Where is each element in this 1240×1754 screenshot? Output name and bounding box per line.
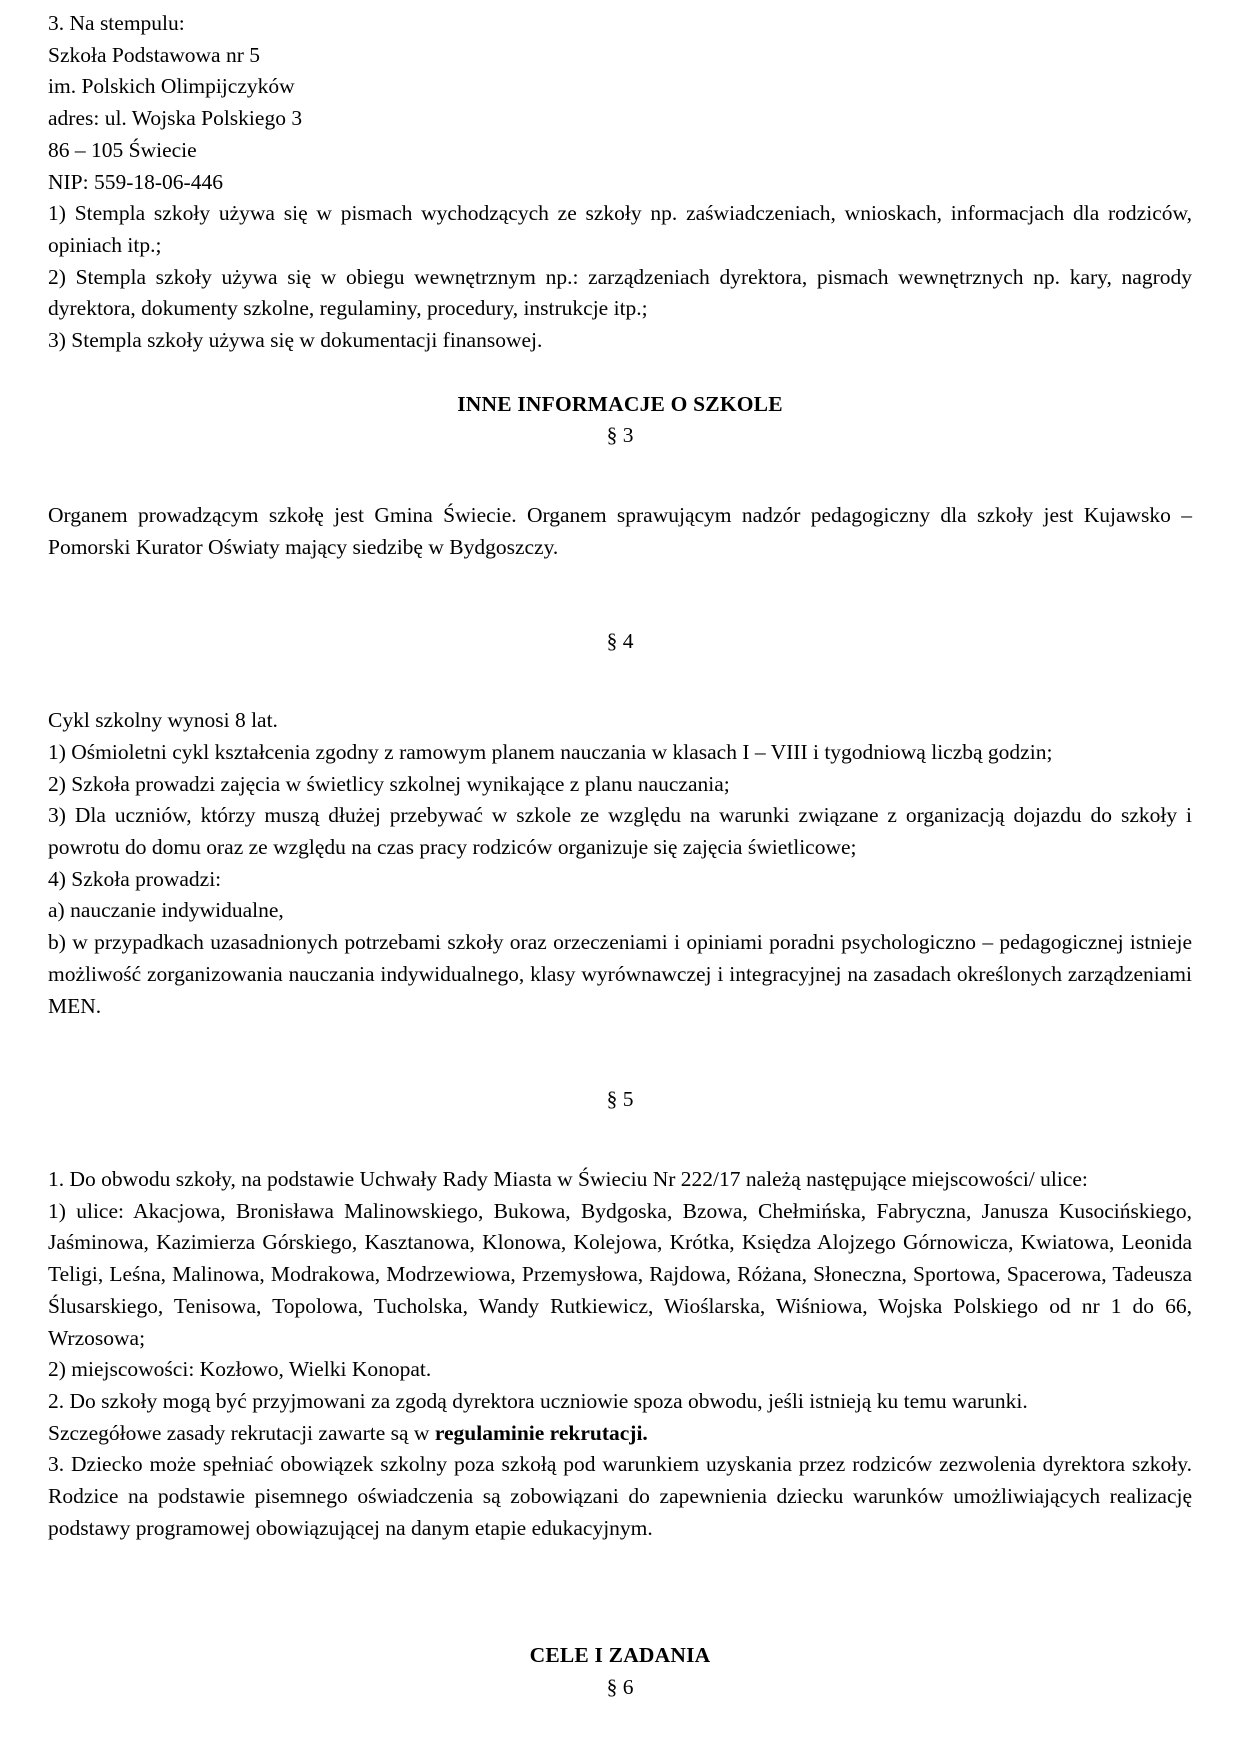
section-mark-4: § 4 — [606, 628, 634, 653]
paragraph-4-item-3: 3) Dla uczniów, którzy muszą dłużej przebywać w szkole ze względu na warunki związane z organizacją dojazdu do szkoły i powrotu do domu oraz ze względu na czas pracy rodziców organizuje się zajęcia świetlicowe; — [48, 803, 1192, 860]
section-mark-3: § 3 — [606, 423, 634, 448]
stamp-line-school-name: Szkoła Podstawowa nr 5 — [48, 42, 260, 67]
stamp-item-number: 3. Na stempulu: — [48, 11, 185, 35]
stamp-usage-item-3: 3) Stempla szkoły używa się w dokumentacji finansowej. — [48, 328, 543, 353]
heading-inne-informacje: INNE INFORMACJE O SZKOLE — [457, 391, 783, 416]
paragraph-4-item-a: a) nauczanie indywidualne, — [48, 898, 284, 923]
document-body — [48, 8, 1192, 1704]
paragraph-5-item-2: 2. Do szkoły mogą być przyjmowani za zgodą dyrektora uczniowie spoza obwodu, jeśli istnieją ku temu warunki. — [48, 1388, 1028, 1413]
section-mark-6: § 6 — [606, 1675, 634, 1700]
stamp-line-patron: im. Polskich Olimpijczyków — [48, 74, 295, 99]
paragraph-5-item-3: 3. Dziecko może spełniać obowiązek szkolny poza szkołą pod warunkiem uzyskania przez rodziców zezwolenia dyrektora szkoły. Rodzice na podstawie pisemnego oświadczenia są zobowiązani do zapewnienia dziecku warunków umożliwiających realizację podstawy programowej obowiązującej na danym etapie edukacyjnym. — [48, 1452, 1192, 1540]
heading-cele-i-zadania: CELE I ZADANIA — [529, 1643, 711, 1668]
section-mark-5: § 5 — [606, 1087, 634, 1112]
recruitment-sentence-prefix: Szczegółowe zasady rekrutacji zawarte są w — [48, 1420, 435, 1445]
spacer — [48, 357, 1192, 389]
spacer — [48, 1022, 1192, 1084]
stamp-usage-item-1: 1) Stempla szkoły używa się w pismach wychodzących ze szkoły np. zaświadczeniach, wnioskach, informacjach dla rodziców, opiniach itp.; — [48, 201, 1192, 257]
paragraph-4-intro: Cykl szkolny wynosi 8 lat. — [48, 708, 278, 733]
spacer — [48, 1544, 1192, 1640]
spacer — [48, 657, 1192, 705]
paragraph-4-item-4: 4) Szkoła prowadzi: — [48, 866, 222, 891]
spacer — [48, 564, 1192, 626]
stamp-usage-item-2: 2) Stempla szkoły używa się w obiegu wewnętrznym np.: zarządzeniach dyrektora, pismach wewnętrznych np. kary, nagrody dyrektora, dokumenty szkolne, regulaminy, procedury, instrukcje itp.; — [48, 264, 1192, 321]
stamp-line-postcode-city: 86 – 105 Świecie — [48, 137, 197, 162]
stamp-line-nip: NIP: 559-18-06-446 — [48, 169, 223, 194]
paragraph-4-item-b: b) w przypadkach uzasadnionych potrzebami szkoły oraz orzeczeniami i opiniami poradni psychologiczno – pedagogicznej istnieje możliwość zorganizowania nauczania indywidualnego, klasy wyrównawczej i integracyjnej na zasadach określonych zarządzeniami MEN. — [48, 930, 1192, 1018]
spacer — [48, 1116, 1192, 1164]
paragraph-5-item-1: 1. Do obwodu szkoły, na podstawie Uchwały Rady Miasta w Świeciu Nr 222/17 należą następujące miejscowości/ ulice: — [48, 1166, 1088, 1191]
paragraph-4-item-2: 2) Szkoła prowadzi zajęcia w świetlicy szkolnej wynikające z planu nauczania; — [48, 771, 730, 796]
recruitment-rules-sentence — [48, 1418, 1192, 1450]
paragraph-5-streets-list: 1) ulice: Akacjowa, Bronisława Malinowskiego, Bukowa, Bydgoska, Bzowa, Chełmińska, Fabryczna, Janusza Kusocińskiego, Jaśminowa, Kazimierza Górskiego, Kasztanowa, Klonowa, Kolejowa, Krótka, Księdza Alojzego Górnowicza, Kwiatowa, Leonida Teligi, Leśna, Malinowa, Modrakowa, Modrzewiowa, Przemysłowa, Rajdowa, Różana, Słoneczna, Sportowa, Spacerowa, Tadeusza Ślusarskiego, Tenisowa, Topolowa, Tucholska, Wandy Rutkiewicz, Wioślarska, Wiśniowa, Wojska Polskiego od nr 1 do 66, Wrzosowa; — [48, 1198, 1192, 1350]
paragraph-5-localities: 2) miejscowości: Kozłowo, Wielki Konopat. — [48, 1357, 432, 1382]
paragraph-4-item-1: 1) Ośmioletni cykl kształcenia zgodny z ramowym planem nauczania w klasach I – VIII i tygodniową liczbą godzin; — [48, 739, 1053, 764]
spacer — [48, 452, 1192, 500]
stamp-line-address: adres: ul. Wojska Polskiego 3 — [48, 106, 303, 131]
paragraph-3-text: Organem prowadzącym szkołę jest Gmina Świecie. Organem sprawującym nadzór pedagogiczny dla szkoły jest Kujawsko – Pomorski Kurator Oświaty mający siedzibę w Bydgoszczy. — [48, 503, 1192, 559]
recruitment-rules-emphasis: regulaminie rekrutacji. — [434, 1420, 648, 1445]
